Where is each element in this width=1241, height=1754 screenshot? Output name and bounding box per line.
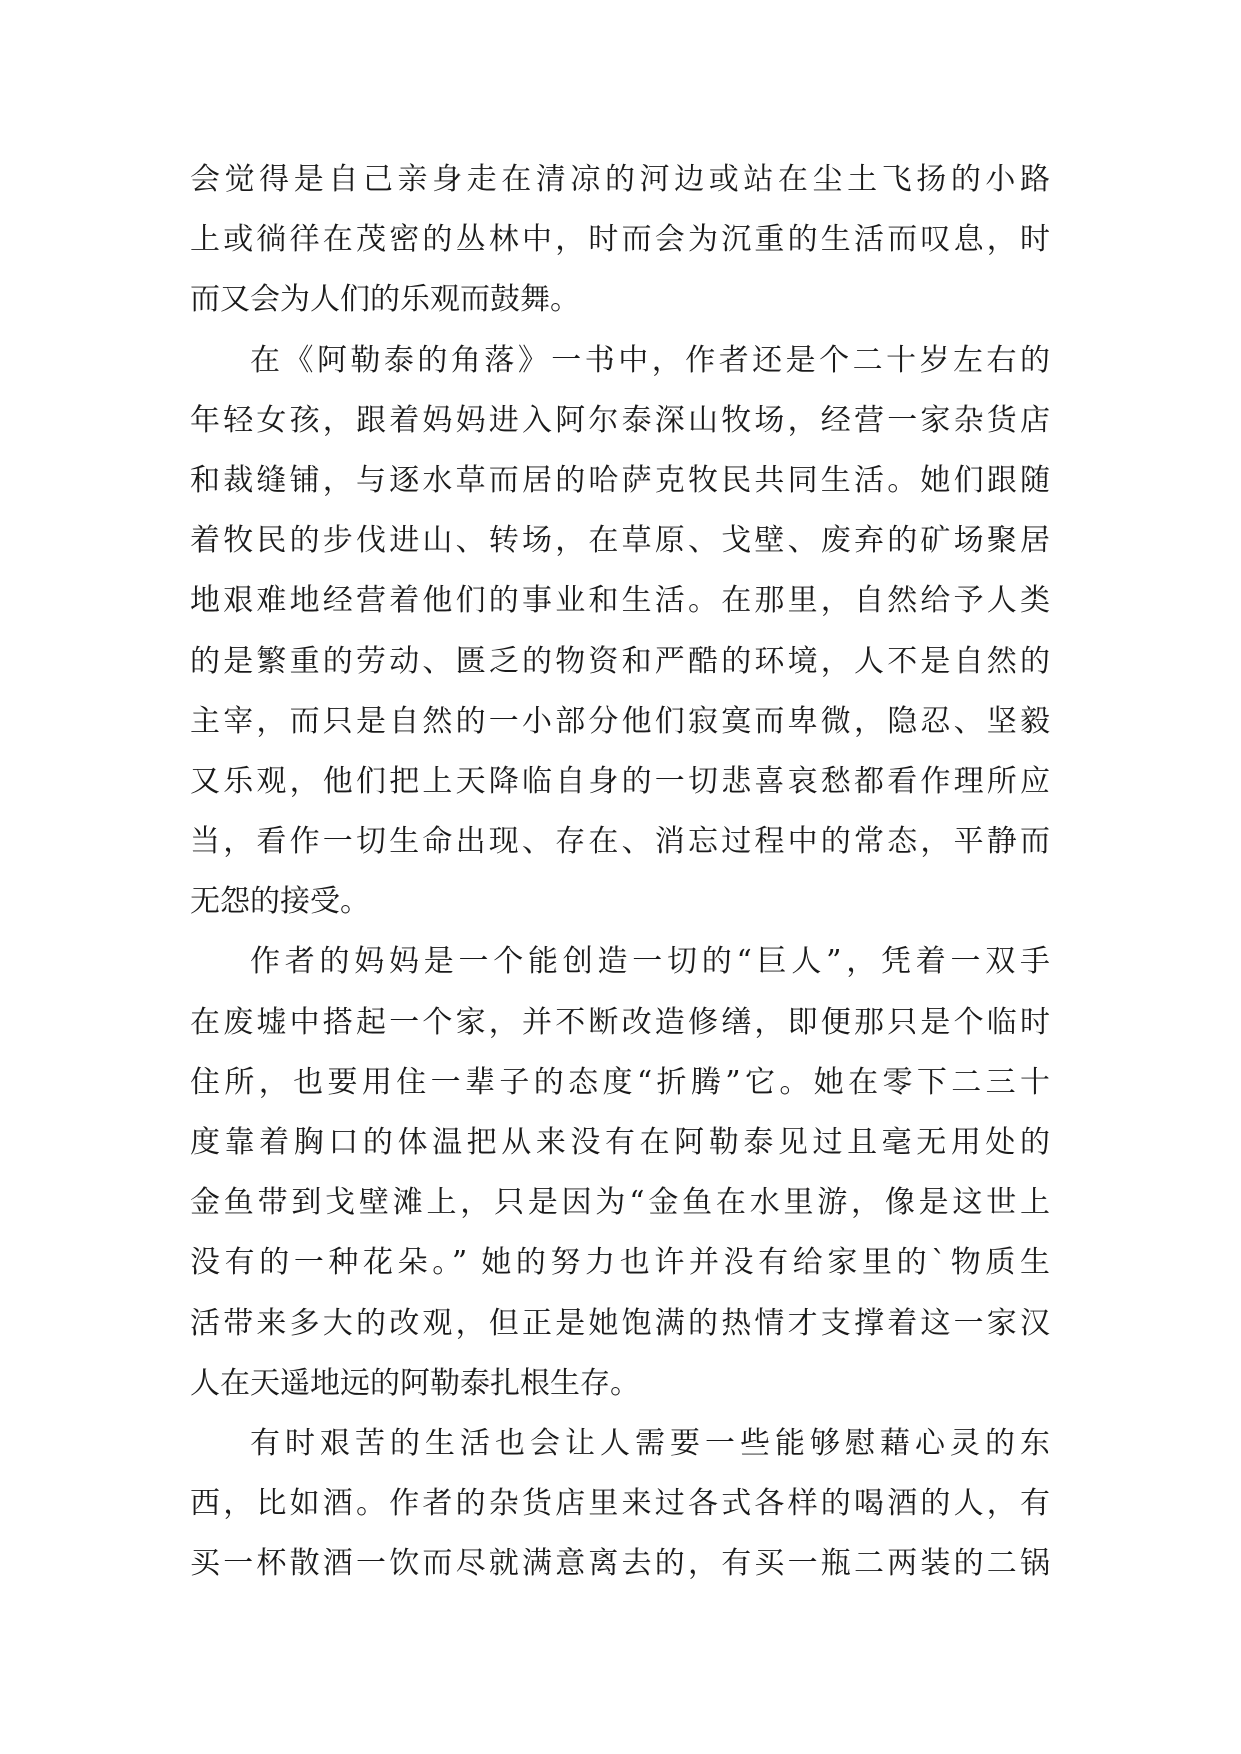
text-line: 有时艰苦的生活也会让人需要一些能够慰藉心灵的东: [250, 1425, 1050, 1461]
text-line: 住所，也要用住一辈子的态度“折腾”它。她在零下二三十: [190, 1064, 1050, 1100]
text-line: 会觉得是自己亲身走在清凉的河边或站在尘土飞扬的小路: [190, 162, 1050, 197]
text-line: 作者的妈妈是一个能创造一切的“巨人”，凭着一双手: [250, 944, 1050, 980]
paragraph-4: [190, 1414, 1050, 1595]
body-text: [190, 150, 1050, 1595]
text-line: 主宰，而只是自然的一小部分他们寂寞而卑微，隐忍、坚毅: [190, 703, 1050, 739]
text-line: 无怨的接受。: [190, 884, 370, 920]
paragraph-2: [190, 331, 1050, 933]
text-line: 在《阿勒泰的角落》一书中，作者还是个二十岁左右的: [250, 342, 1050, 378]
text-line: 而又会为人们的乐观而鼓舞。: [190, 282, 580, 318]
text-line: 当，看作一切生命出现、存在、消忘过程中的常态，平静而: [190, 824, 1050, 860]
text-line: 买一杯散酒一饮而尽就满意离去的，有买一瓶二两装的二锅: [190, 1546, 1050, 1582]
text-line: 金鱼带到戈壁滩上，只是因为“金鱼在水里游，像是这世上: [190, 1185, 1050, 1221]
paragraph-3: [190, 932, 1050, 1414]
text-line: 年轻女孩，跟着妈妈进入阿尔泰深山牧场，经营一家杂货店: [190, 402, 1050, 438]
text-line: 人在天遥地远的阿勒泰扎根生存。: [190, 1365, 640, 1401]
text-line: 着牧民的步伐进山、转场，在草原、戈壁、废弃的矿场聚居: [190, 523, 1050, 559]
text-line: 地艰难地经营着他们的事业和生活。在那里，自然给予人类: [190, 583, 1050, 619]
text-line: 上或徜徉在茂密的丛林中，时而会为沉重的生活而叹息，时: [190, 222, 1050, 258]
paragraph-1: [190, 150, 1050, 331]
text-line: 活带来多大的改观，但正是她饱满的热情才支撑着这一家汉: [190, 1305, 1050, 1341]
text-line: 的是繁重的劳动、匮乏的物资和严酷的环境，人不是自然的: [190, 643, 1050, 679]
text-line: 没有的一种花朵。” 她的努力也许并没有给家里的`物质生: [190, 1245, 1050, 1281]
text-line: 又乐观，他们把上天降临自身的一切悲喜哀愁都看作理所应: [190, 763, 1050, 799]
text-line: 和裁缝铺，与逐水草而居的哈萨克牧民共同生活。她们跟随: [190, 462, 1050, 498]
text-line: 在废墟中搭起一个家，并不断改造修缮，即便那只是个临时: [190, 1004, 1050, 1040]
text-line: 度靠着胸口的体温把从来没有在阿勒泰见过且毫无用处的: [190, 1125, 1050, 1160]
text-line: 西，比如酒。作者的杂货店里来过各式各样的喝酒的人，有: [190, 1486, 1050, 1522]
